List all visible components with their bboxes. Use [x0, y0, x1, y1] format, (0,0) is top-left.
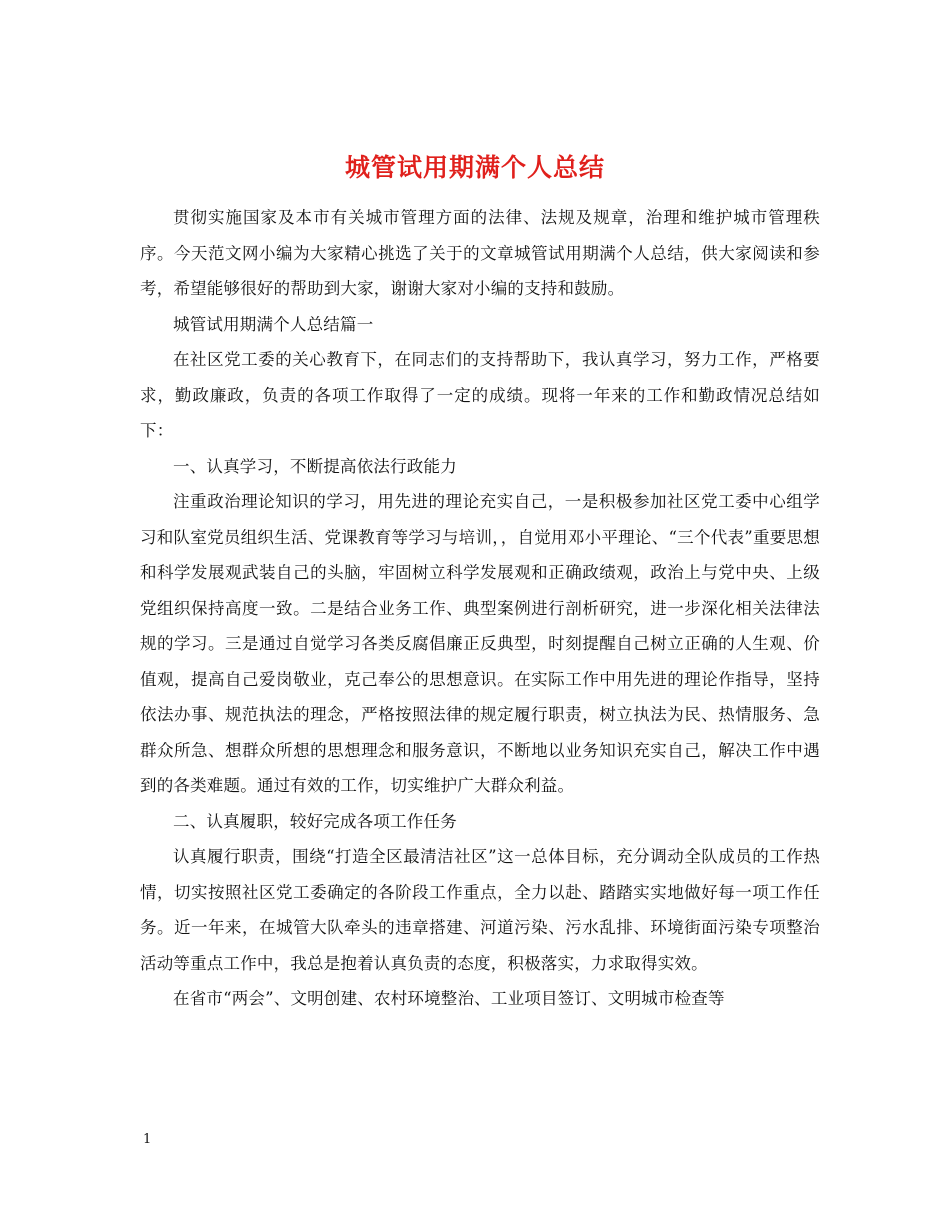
section-heading-part-one: 城管试用期满个人总结篇一: [173, 314, 374, 334]
intro-paragraph: 贯彻实施国家及本市有关城市管理方面的法律、法规及规章，治理和维护城市管理秩序。今天范文网小编为大家精心挑选了关于的文章城管试用期满个人总结，供大家阅读和参考，希望能够很好的帮助到大家，谢谢大家对小编的支持和鼓励。: [140, 208, 820, 298]
body-paragraph: 认真履行职责，围绕“打造全区最清洁社区”这一总体目标，充分调动全队成员的工作热情，切实按照社区党工委确定的各阶段工作重点，全力以赴、踏踏实实地做好每一项工作任务。近一年来，在城管大队牵头的违章搭建、河道污染、污水乱排、环境街面污染专项整治活动等重点工作中，我总是抱着认真负责的态度，积极落实，力求取得实效。: [140, 847, 820, 973]
document-title: 城管试用期满个人总结: [344, 152, 605, 182]
document-body: [140, 200, 820, 1017]
body-paragraph: 在社区党工委的关心教育下，在同志们的支持帮助下，我认真学习，努力工作，严格要求，勤政廉政，负责的各项工作取得了一定的成绩。现将一年来的工作和勤政情况总结如下：: [140, 350, 820, 440]
body-paragraph: 注重政治理论知识的学习，用先进的理论充实自己，一是积极参加社区党工委中心组学习和队室党员组织生活、党课教育等学习与培训，，自觉用邓小平理论、“三个代表”重要思想和科学发展观武装自己的头脑，牢固树立科学发展观和正确政绩观，政治上与党中央、上级党组织保持高度一致。二是结合业务工作、典型案例进行剖析研究，进一步深化相关法律法规的学习。三是通过自觉学习各类反腐倡廉正反典型，时刻提醒自己树立正确的人生观、价值观，提高自己爱岗敬业，克己奉公的思想意识。在实际工作中用先进的理论作指导，坚持依法办事、规范执法的理念，严格按照法律的规定履行职责，树立执法为民、热情服务、急群众所急、想群众所想的思想理念和服务意识，不断地以业务知识充实自己，解决工作中遇到的各类难题。通过有效的工作，切实维护广大群众利益。: [140, 492, 820, 795]
section-heading-learning: 一、认真学习，不断提高依法行政能力: [173, 456, 457, 476]
body-paragraph: 在省市“两会”、文明创建、农村环境整治、工业项目签订、文明城市检查等: [173, 989, 725, 1008]
page-number: 1: [143, 1132, 152, 1147]
section-heading-duties: 二、认真履职，较好完成各项工作任务: [173, 811, 457, 831]
